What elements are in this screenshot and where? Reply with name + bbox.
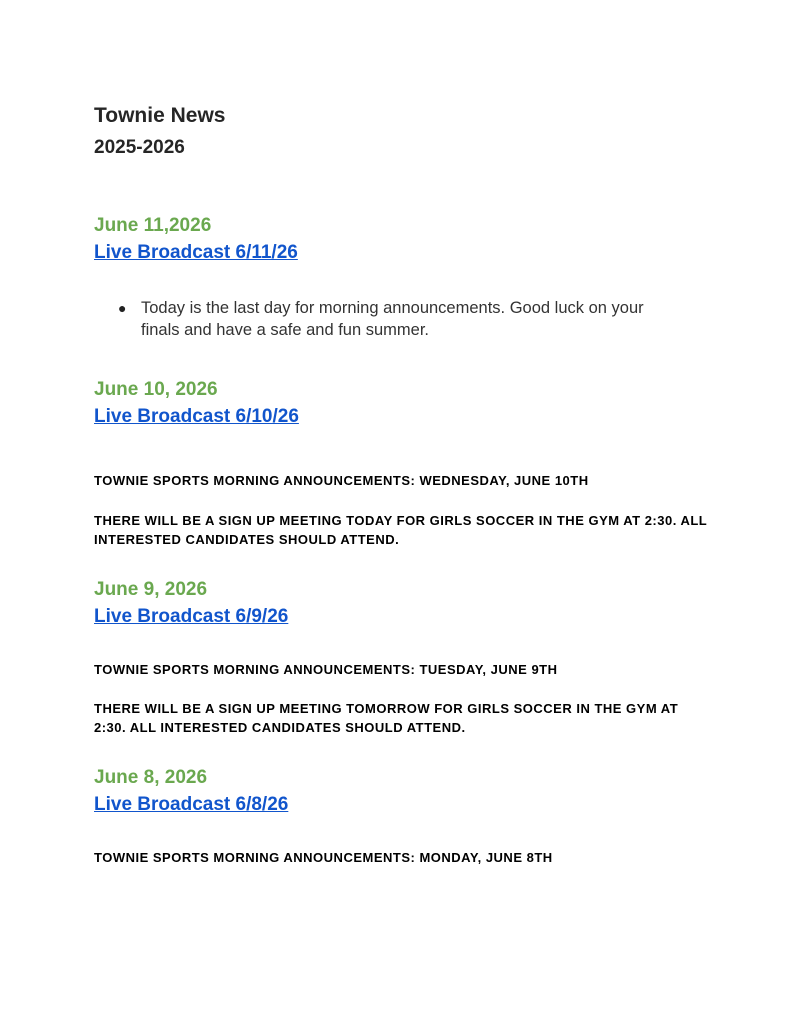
bullet-list — [94, 297, 714, 341]
entry-date: June 8, 2026 — [94, 767, 208, 788]
list-item — [94, 297, 671, 341]
document-page — [94, 100, 714, 164]
announcement-text: THERE WILL BE A SIGN UP MEETING TODAY FOR GIRLS SOCCER IN THE GYM AT 2:30. ALL INTERESTED CANDIDATES SHOULD ATTEND. — [94, 513, 707, 547]
bullet-icon: ● — [118, 300, 127, 316]
live-broadcast-link-6-11-26[interactable]: Live Broadcast 6/11/26 — [94, 242, 298, 263]
news-entry-june-10 — [94, 377, 714, 549]
live-broadcast-link-6-9-26[interactable]: Live Broadcast 6/9/26 — [94, 606, 289, 627]
entry-date: June 9, 2026 — [94, 579, 208, 600]
news-entry-june-9 — [94, 577, 714, 737]
announcement-heading: TOWNIE SPORTS MORNING ANNOUNCEMENTS: TUESDAY, JUNE 9TH — [94, 662, 558, 677]
live-broadcast-link-6-10-26[interactable]: Live Broadcast 6/10/26 — [94, 406, 299, 427]
entry-date: June 10, 2026 — [94, 379, 218, 400]
document-title: Townie News — [94, 104, 226, 127]
entry-date: June 11,2026 — [94, 215, 212, 236]
live-broadcast-link-6-8-26[interactable]: Live Broadcast 6/8/26 — [94, 794, 289, 815]
news-entry-june-8 — [94, 765, 714, 867]
announcement-heading: TOWNIE SPORTS MORNING ANNOUNCEMENTS: MONDAY, JUNE 8TH — [94, 850, 553, 865]
bullet-text: Today is the last day for morning announcements. Good luck on your finals and have a safe and fun summer. — [141, 299, 644, 339]
announcement-heading: TOWNIE SPORTS MORNING ANNOUNCEMENTS: WEDNESDAY, JUNE 10TH — [94, 473, 589, 488]
document-subtitle: 2025-2026 — [94, 137, 185, 158]
announcement-text: THERE WILL BE A SIGN UP MEETING TOMORROW FOR GIRLS SOCCER IN THE GYM AT 2:30. ALL INTERESTED CANDIDATES SHOULD ATTEND. — [94, 701, 679, 735]
news-entry-june-11 — [94, 213, 714, 341]
